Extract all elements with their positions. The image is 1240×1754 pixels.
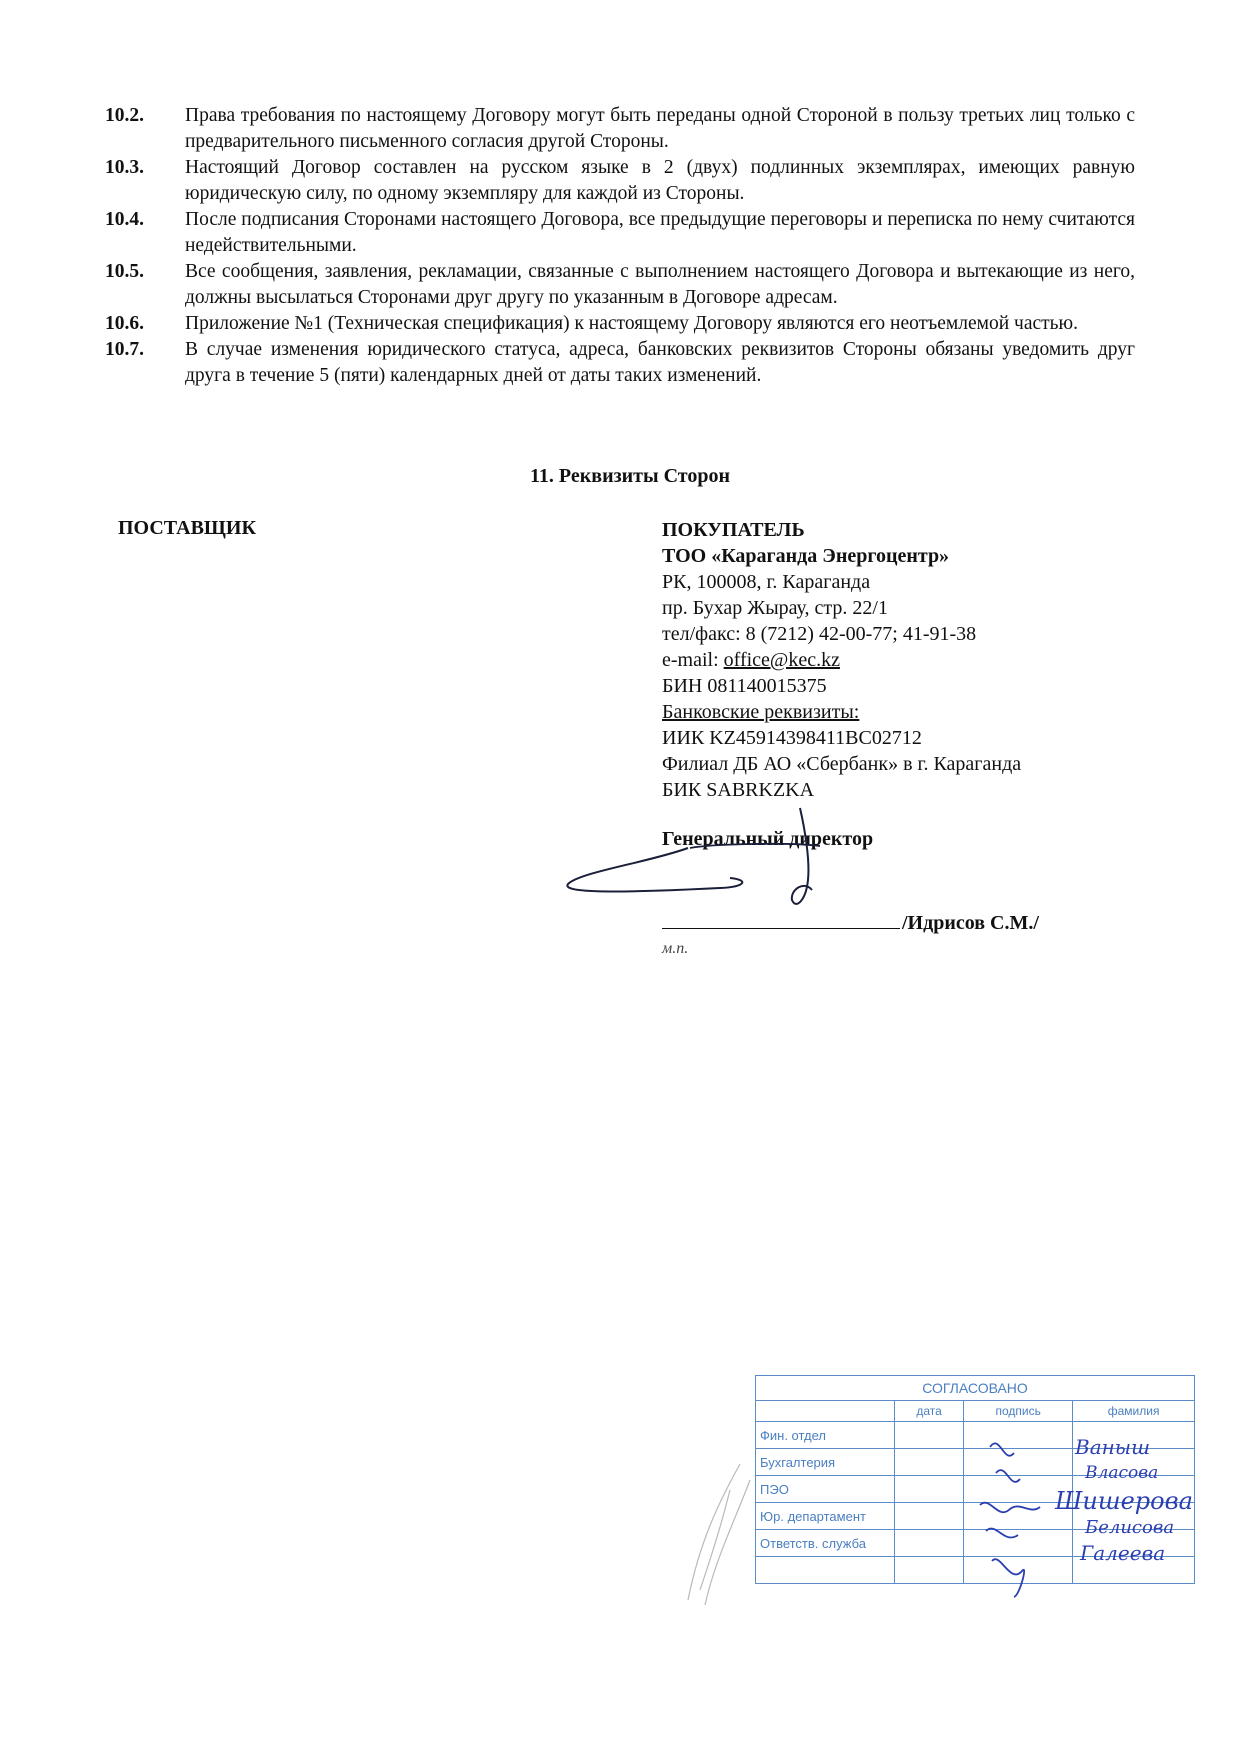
clause-number: 10.4.	[105, 209, 144, 230]
stamp-col-signature: подпись	[964, 1401, 1073, 1422]
buyer-iik: ИИК KZ45914398411BC02712	[662, 727, 922, 749]
clause-text: Все сообщения, заявления, рекламации, связанные с выполнением настоящего Договора и вытекающие из него, должны высылаться Сторонами друг другу по указанным в Договоре адресам.	[185, 261, 1135, 308]
section-title: 11. Реквизиты Сторон	[530, 465, 730, 487]
stamp-row-finance: Фин. отдел	[756, 1422, 895, 1449]
buyer-email-label: e-mail:	[662, 649, 724, 671]
clause-text: Права требования по настоящему Договору могут быть переданы одной Стороной в пользу третьих лиц только с предварительного письменного согласия другой Стороны.	[185, 105, 1135, 152]
clause-10-5	[105, 259, 1135, 311]
signer-name: /Идрисов С.М./	[902, 912, 1039, 934]
approval-stamp	[755, 1375, 1195, 1600]
signature-line	[662, 908, 1039, 935]
buyer-address-1: РК, 100008, г. Караганда	[662, 571, 871, 593]
buyer-email-link[interactable]: office@kec.kz	[723, 649, 840, 671]
buyer-heading: ПОКУПАТЕЛЬ	[662, 519, 805, 541]
clause-number: 10.3.	[105, 157, 144, 178]
clause-10-3	[105, 155, 1135, 207]
clause-number: 10.6.	[105, 313, 144, 334]
clause-10-7	[105, 337, 1135, 389]
stamp-row-accounting: Бухгалтерия	[756, 1449, 895, 1476]
buyer-email-row	[662, 647, 1021, 673]
buyer-bik: БИК SABRKZKA	[662, 779, 815, 801]
stamp-row-legal: Юр. департамент	[756, 1503, 895, 1530]
clause-10-4	[105, 207, 1135, 259]
clause-10-2	[105, 103, 1135, 155]
signature-blank	[662, 908, 900, 929]
clauses-list	[105, 103, 1135, 389]
buyer-phone: тел/факс: 8 (7212) 42-00-77; 41-91-38	[662, 623, 977, 645]
surname-responsible: Галеева	[1080, 1541, 1166, 1565]
stamp-col-date: дата	[895, 1401, 964, 1422]
clause-text: В случае изменения юридического статуса, адреса, банковских реквизитов Стороны обязаны уведомить друг друга в течение 5 (пяти) календарных дней от даты таких изменений.	[185, 339, 1135, 386]
buyer-bin: БИН 081140015375	[662, 675, 827, 697]
buyer-address-2: пр. Бухар Жырау, стр. 22/1	[662, 597, 888, 619]
surname-finance: Ваныш	[1075, 1435, 1151, 1459]
stamp-initials	[970, 1425, 1060, 1600]
stamp-row-responsible: Ответств. служба	[756, 1530, 895, 1557]
seal-mark: м.п.	[662, 940, 689, 957]
buyer-block	[662, 517, 1021, 803]
surname-legal: Белисова	[1085, 1517, 1175, 1538]
clause-10-6	[105, 311, 1135, 337]
director-title: Генеральный директор	[662, 828, 874, 850]
clause-number: 10.5.	[105, 261, 144, 282]
clause-text: Приложение №1 (Техническая спецификация) к настоящему Договору являются его неотъемлемой частью.	[185, 313, 1078, 334]
clause-text: После подписания Сторонами настоящего Договора, все предыдущие переговоры и переписка по нему считаются недействительными.	[185, 209, 1135, 256]
supplier-heading: ПОСТАВЩИК	[118, 517, 256, 539]
surname-peo: Шишерова	[1055, 1487, 1193, 1515]
buyer-bank-heading: Банковские реквизиты:	[662, 701, 860, 723]
buyer-company: ТОО «Караганда Энергоцентр»	[662, 545, 950, 567]
stamp-col-blank	[756, 1401, 895, 1422]
surname-accounting: Власова	[1085, 1463, 1159, 1483]
stamp-title: СОГЛАСОВАНО	[756, 1376, 1195, 1401]
stamp-col-surname: фамилия	[1073, 1401, 1195, 1422]
clause-text: Настоящий Договор составлен на русском языке в 2 (двух) подлинных экземплярах, имеющих равную юридическую силу, по одному экземпляру для каждой из Стороны.	[185, 157, 1135, 204]
stamp-row-peo: ПЭО	[756, 1476, 895, 1503]
clause-number: 10.2.	[105, 105, 144, 126]
clause-number: 10.7.	[105, 339, 144, 360]
buyer-bank: Филиал ДБ АО «Сбербанк» в г. Караганда	[662, 753, 1022, 775]
stamp-row-blank	[756, 1557, 895, 1584]
